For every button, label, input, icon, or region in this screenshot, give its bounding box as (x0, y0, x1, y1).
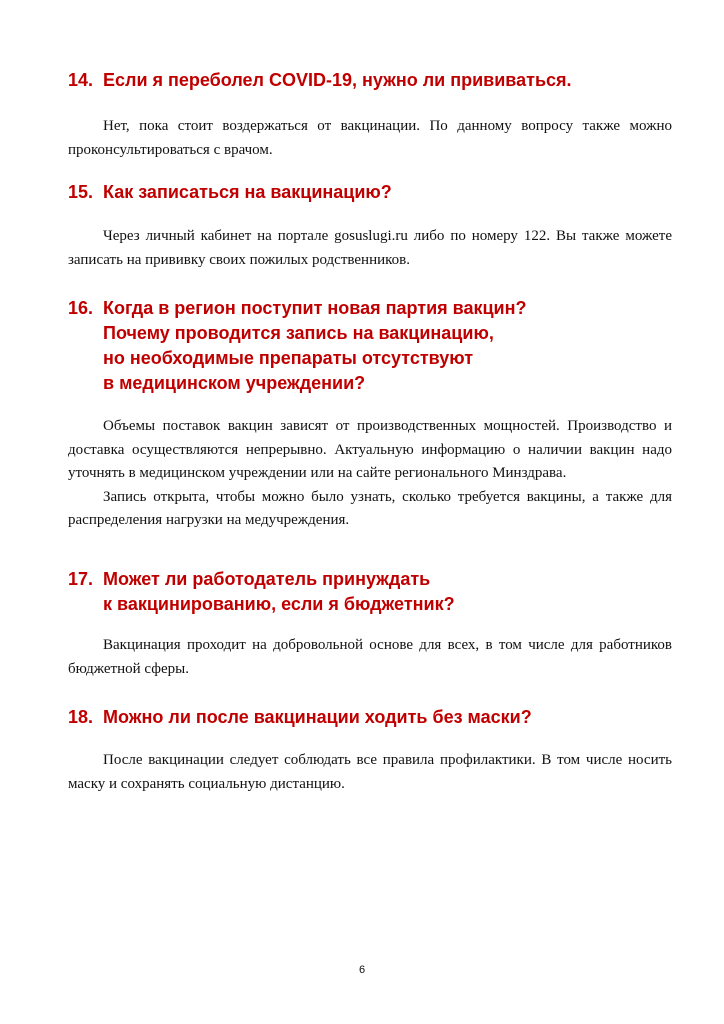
question-number: 18. (68, 707, 94, 727)
question-14 (68, 68, 672, 162)
question-number: 16. (68, 298, 94, 318)
answer (68, 749, 672, 796)
answer (68, 415, 672, 533)
answer (68, 115, 672, 162)
question-title-line: в медицинском учреждении? (103, 373, 366, 393)
question-heading (68, 567, 672, 617)
answer-paragraph: После вакцинации следует соблюдать все правила профилактики. В том числе носить маску и сохранять социальную дистанцию. (68, 752, 672, 792)
question-title-line: но необходимые препараты отсутствуют (103, 348, 474, 368)
question-heading (68, 180, 672, 205)
question-number: 14. (68, 70, 94, 90)
answer (68, 225, 672, 272)
question-title-line: Когда в регион поступит новая партия вакцин? (103, 298, 527, 318)
question-17 (68, 567, 672, 681)
question-title-line: Как записаться на вакцинацию? (103, 182, 392, 202)
answer (68, 634, 672, 681)
question-16 (68, 296, 672, 533)
answer-paragraph: Вакцинация проходит на добровольной основе для всех, в том числе для работников бюджетной сферы. (68, 637, 672, 677)
question-number: 15. (68, 182, 94, 202)
answer-paragraph: Запись открыта, чтобы можно было узнать, сколько требуется вакцины, а также для распределения нагрузки на медучреждения. (68, 488, 672, 528)
question-title-line: Почему проводится запись на вакцинацию, (103, 323, 494, 343)
question-heading (68, 296, 672, 396)
answer-paragraph: Объемы поставок вакцин зависят от производственных мощностей. Производство и доставка осуществляются непрерывно. Актуальную информацию о наличии вакцин надо уточнять в медицинском учреждении или на сайте регионального Минздрава. (68, 418, 672, 481)
question-title-line: Может ли работодатель принуждать (103, 569, 431, 589)
page-number: 6 (358, 964, 366, 976)
question-heading (68, 68, 672, 93)
question-heading (68, 705, 672, 730)
answer-paragraph: Через личный кабинет на портале gosuslugi.ru либо по номеру 122. Вы также можете записать на прививку своих пожилых родственников. (68, 228, 672, 268)
question-title-line: Если я переболел COVID-19, нужно ли прививаться. (103, 70, 572, 90)
question-18 (68, 705, 672, 796)
question-number: 17. (68, 569, 94, 589)
answer-paragraph: Нет, пока стоит воздержаться от вакцинации. По данному вопросу также можно проконсультироваться с врачом. (68, 118, 672, 158)
question-title-line: к вакцинированию, если я бюджетник? (103, 594, 455, 614)
question-15 (68, 180, 672, 272)
question-title-line: Можно ли после вакцинации ходить без маски? (103, 707, 532, 727)
